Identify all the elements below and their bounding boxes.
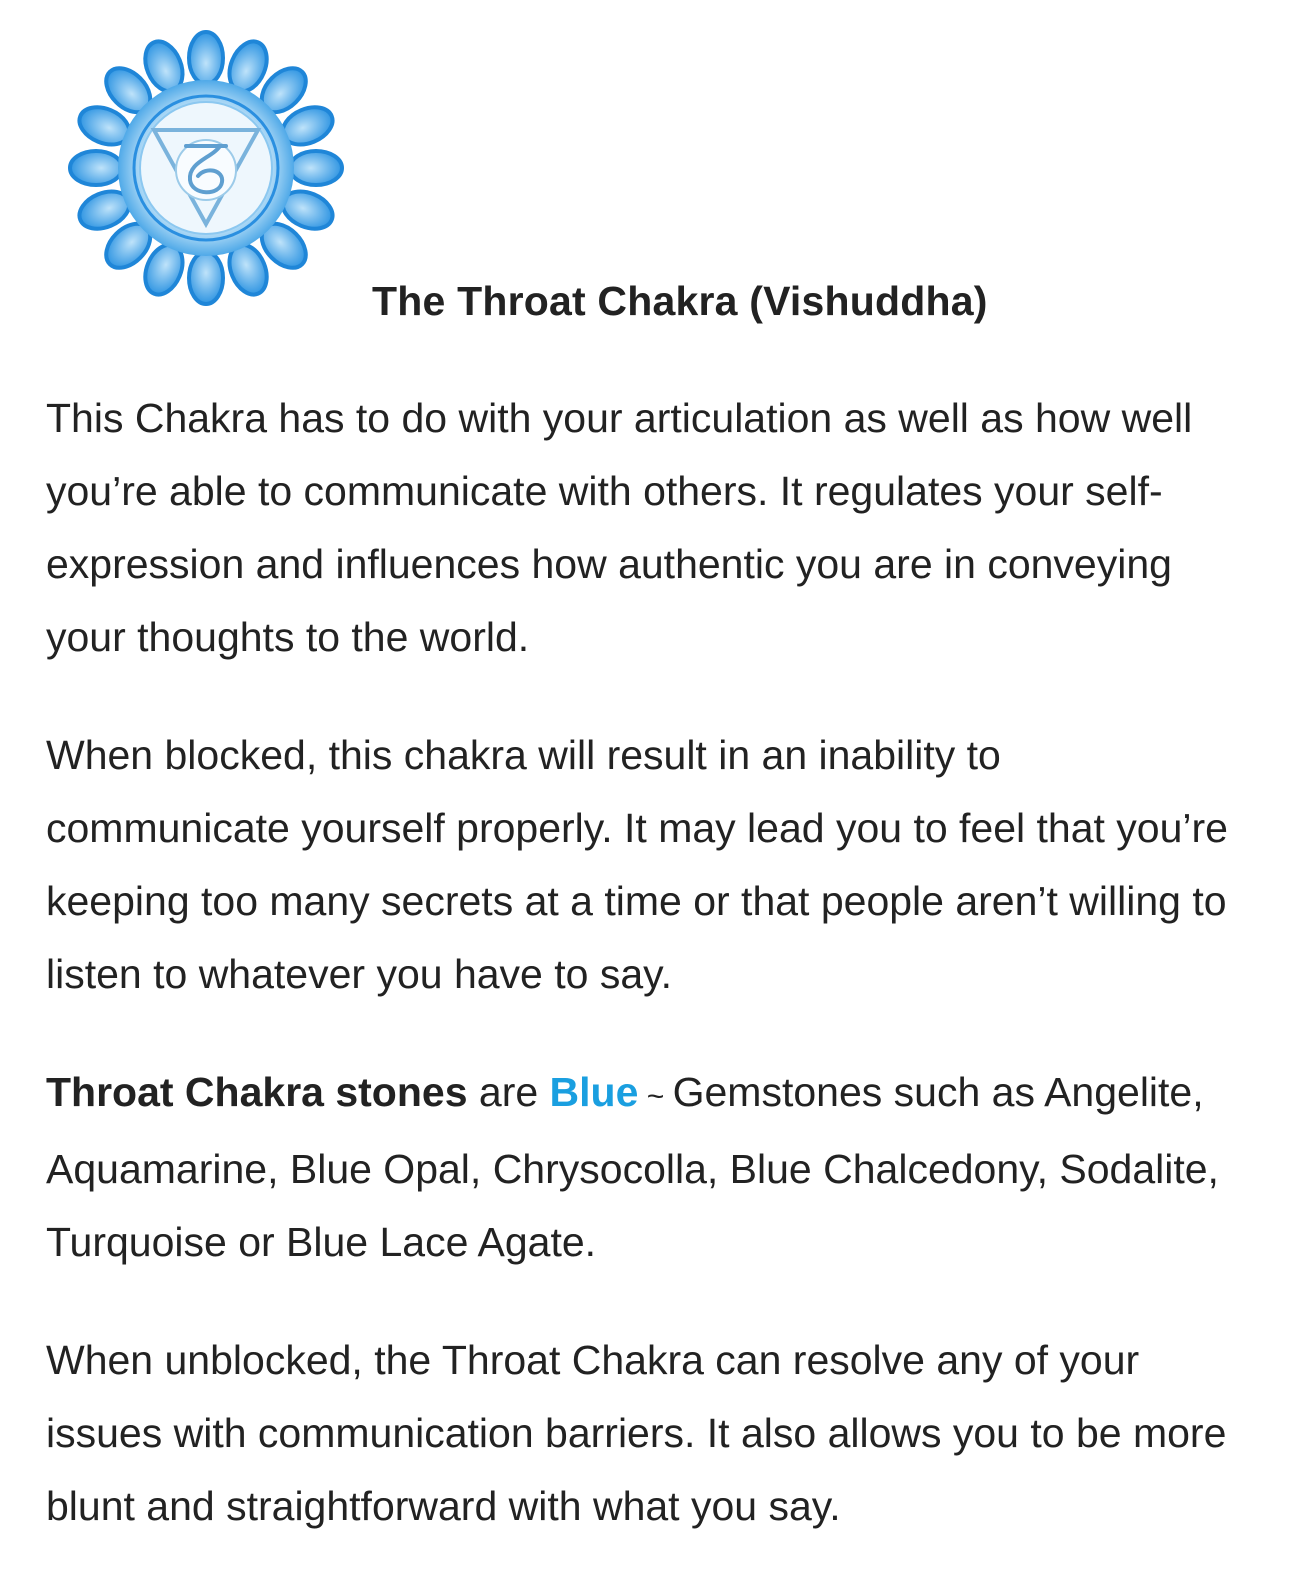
- article-body: [46, 382, 1246, 1588]
- stones-heading: Throat Chakra stones: [46, 1069, 468, 1115]
- paragraph-unblocked: When unblocked, the Throat Chakra can resolve any of your issues with communication barriers. It also allows you to be more blunt and straightforward with what you say.: [46, 1337, 1227, 1529]
- stones-list-text: Gemstones such as Angelite, Aquamarine, Blue Opal, Chrysocolla, Blue Chalcedony, Sodalite, Turquoise or Blue Lace Agate.: [46, 1069, 1219, 1265]
- stones-are-text: are: [467, 1069, 550, 1115]
- throat-chakra-lotus-icon: [66, 30, 356, 310]
- header: [0, 0, 1290, 340]
- stones-color-word: Blue: [549, 1069, 639, 1115]
- stones-tilde: ~: [638, 1080, 673, 1113]
- page-title: The Throat Chakra (Vishuddha): [372, 278, 988, 324]
- paragraph-intro: This Chakra has to do with your articulation as well as how well you’re able to communicate with others. It regulates your self-expression and influences how authentic you are in conveying your thoughts to the world.: [46, 395, 1193, 660]
- paragraph-stones: [46, 1056, 1246, 1279]
- paragraph-blocked: When blocked, this chakra will result in an inability to communicate yourself properly. It may lead you to feel that you’re keeping too many secrets at a time or that people aren’t willing to listen to whatever you have to say.: [46, 732, 1228, 997]
- lotus-petals: [70, 32, 342, 304]
